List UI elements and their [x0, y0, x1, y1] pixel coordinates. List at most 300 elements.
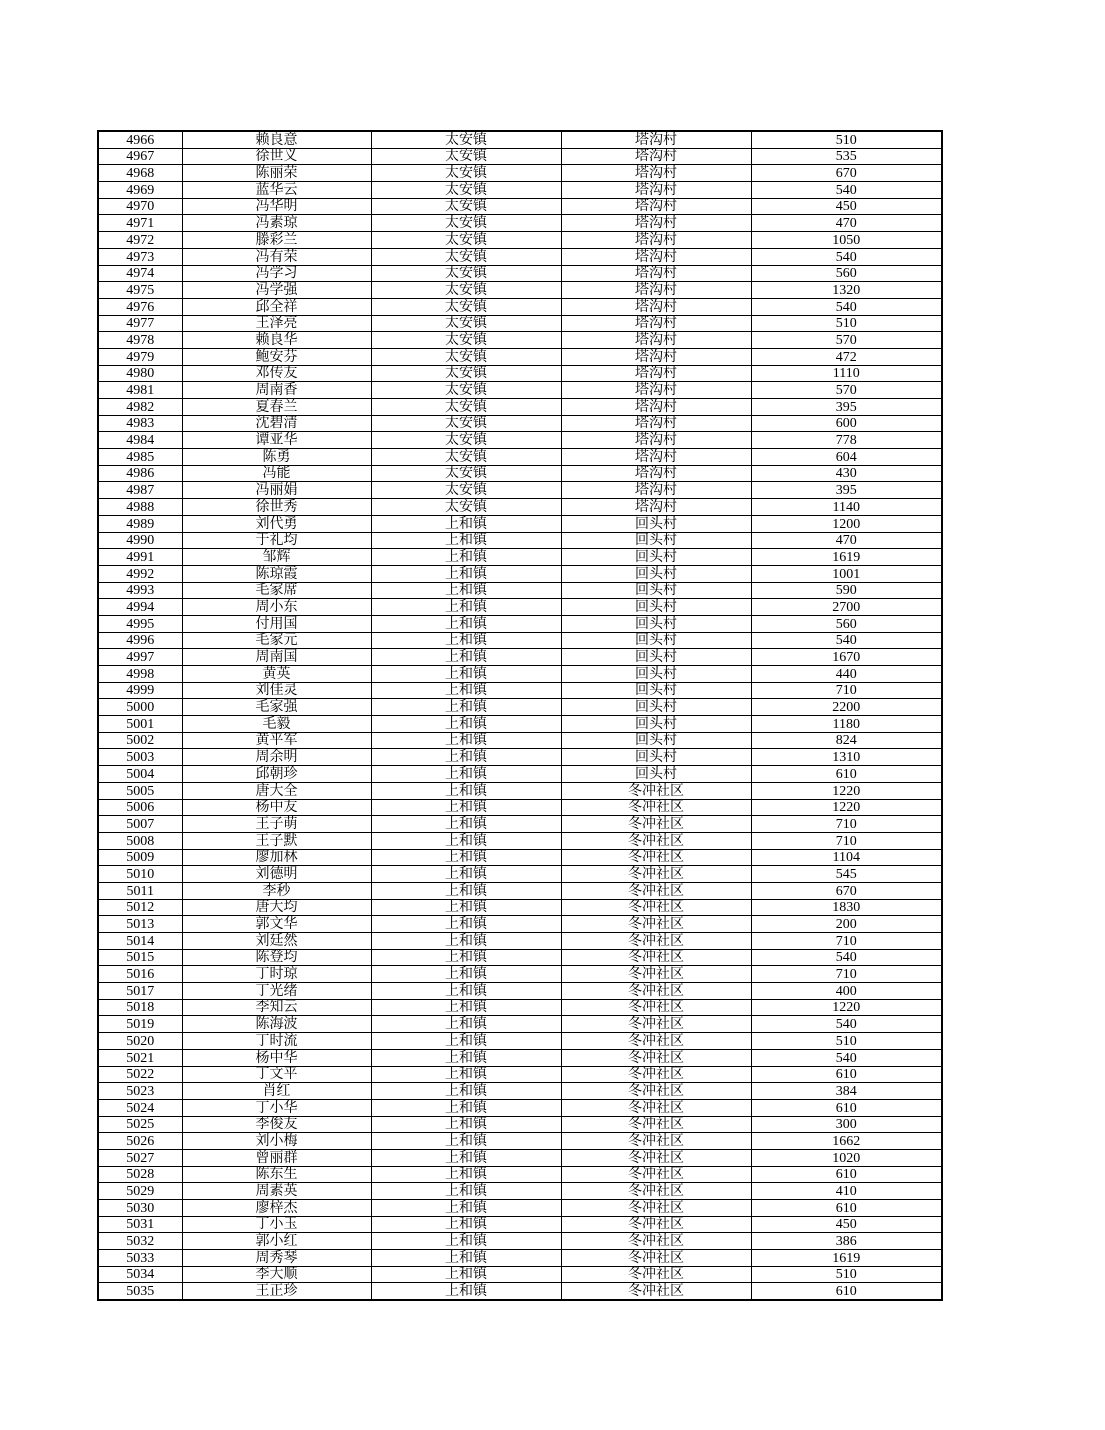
amount-cell: 710 [751, 966, 942, 983]
town-cell: 太安镇 [371, 332, 561, 349]
name-cell: 冯学习 [182, 265, 371, 282]
row-number-cell: 5013 [98, 916, 182, 933]
name-cell: 李大顺 [182, 1266, 371, 1283]
table-row [98, 449, 942, 466]
village-cell: 冬冲社区 [561, 882, 751, 899]
village-cell: 冬冲社区 [561, 1133, 751, 1150]
row-number-cell: 4998 [98, 666, 182, 683]
name-cell: 刘德明 [182, 866, 371, 883]
row-number-cell: 4976 [98, 298, 182, 315]
village-cell: 回头村 [561, 682, 751, 699]
name-cell: 刘廷然 [182, 933, 371, 950]
row-number-cell: 5021 [98, 1049, 182, 1066]
amount-cell: 590 [751, 582, 942, 599]
row-number-cell: 5001 [98, 716, 182, 733]
row-number-cell: 4980 [98, 365, 182, 382]
table-row [98, 399, 942, 416]
table-row [98, 215, 942, 232]
town-cell: 上和镇 [371, 832, 561, 849]
name-cell: 徐世秀 [182, 499, 371, 516]
village-cell: 回头村 [561, 699, 751, 716]
row-number-cell: 5012 [98, 899, 182, 916]
amount-cell: 560 [751, 615, 942, 632]
name-cell: 冯学强 [182, 282, 371, 299]
row-number-cell: 5018 [98, 999, 182, 1016]
name-cell: 毛家强 [182, 699, 371, 716]
row-number-cell: 5033 [98, 1250, 182, 1267]
town-cell: 太安镇 [371, 182, 561, 199]
village-cell: 回头村 [561, 766, 751, 783]
village-cell: 塔沟村 [561, 499, 751, 516]
name-cell: 王泽亮 [182, 315, 371, 332]
amount-cell: 540 [751, 1049, 942, 1066]
row-number-cell: 4966 [98, 131, 182, 148]
table-row [98, 1133, 942, 1150]
town-cell: 上和镇 [371, 782, 561, 799]
row-number-cell: 4992 [98, 565, 182, 582]
table-row [98, 816, 942, 833]
village-cell: 冬冲社区 [561, 1233, 751, 1250]
row-number-cell: 5000 [98, 699, 182, 716]
amount-cell: 1220 [751, 782, 942, 799]
amount-cell: 540 [751, 182, 942, 199]
town-cell: 太安镇 [371, 365, 561, 382]
amount-cell: 540 [751, 298, 942, 315]
amount-cell: 1320 [751, 282, 942, 299]
data-table [97, 130, 943, 1301]
amount-cell: 410 [751, 1183, 942, 1200]
table-row [98, 148, 942, 165]
town-cell: 太安镇 [371, 432, 561, 449]
town-cell: 上和镇 [371, 1250, 561, 1267]
amount-cell: 610 [751, 1200, 942, 1217]
name-cell: 唐大全 [182, 782, 371, 799]
village-cell: 回头村 [561, 749, 751, 766]
table-row [98, 465, 942, 482]
village-cell: 塔沟村 [561, 365, 751, 382]
amount-cell: 1104 [751, 849, 942, 866]
amount-cell: 1310 [751, 749, 942, 766]
amount-cell: 450 [751, 198, 942, 215]
amount-cell: 610 [751, 766, 942, 783]
village-cell: 塔沟村 [561, 415, 751, 432]
row-number-cell: 4995 [98, 615, 182, 632]
name-cell: 肖红 [182, 1083, 371, 1100]
name-cell: 陈东生 [182, 1166, 371, 1183]
village-cell: 塔沟村 [561, 232, 751, 249]
name-cell: 毛家席 [182, 582, 371, 599]
row-number-cell: 5027 [98, 1149, 182, 1166]
village-cell: 塔沟村 [561, 131, 751, 148]
name-cell: 丁文平 [182, 1066, 371, 1083]
table-row [98, 248, 942, 265]
amount-cell: 1670 [751, 649, 942, 666]
amount-cell: 450 [751, 1216, 942, 1233]
row-number-cell: 5035 [98, 1283, 182, 1300]
table-row [98, 1016, 942, 1033]
row-number-cell: 5004 [98, 766, 182, 783]
row-number-cell: 5016 [98, 966, 182, 983]
name-cell: 冯华明 [182, 198, 371, 215]
amount-cell: 778 [751, 432, 942, 449]
town-cell: 上和镇 [371, 615, 561, 632]
amount-cell: 1220 [751, 999, 942, 1016]
town-cell: 上和镇 [371, 916, 561, 933]
table-row [98, 916, 942, 933]
table-row [98, 348, 942, 365]
village-cell: 塔沟村 [561, 182, 751, 199]
name-cell: 曾丽群 [182, 1149, 371, 1166]
village-cell: 冬冲社区 [561, 1116, 751, 1133]
amount-cell: 1220 [751, 799, 942, 816]
village-cell: 冬冲社区 [561, 782, 751, 799]
amount-cell: 710 [751, 682, 942, 699]
village-cell: 冬冲社区 [561, 1250, 751, 1267]
village-cell: 冬冲社区 [561, 933, 751, 950]
town-cell: 太安镇 [371, 465, 561, 482]
town-cell: 上和镇 [371, 882, 561, 899]
row-number-cell: 4987 [98, 482, 182, 499]
town-cell: 上和镇 [371, 1033, 561, 1050]
table-row [98, 782, 942, 799]
town-cell: 太安镇 [371, 215, 561, 232]
row-number-cell: 5032 [98, 1233, 182, 1250]
table-row [98, 432, 942, 449]
town-cell: 上和镇 [371, 649, 561, 666]
amount-cell: 470 [751, 532, 942, 549]
amount-cell: 1662 [751, 1133, 942, 1150]
town-cell: 太安镇 [371, 131, 561, 148]
village-cell: 塔沟村 [561, 165, 751, 182]
amount-cell: 1050 [751, 232, 942, 249]
village-cell: 冬冲社区 [561, 1216, 751, 1233]
village-cell: 冬冲社区 [561, 849, 751, 866]
village-cell: 冬冲社区 [561, 1200, 751, 1217]
village-cell: 冬冲社区 [561, 1266, 751, 1283]
village-cell: 回头村 [561, 515, 751, 532]
town-cell: 上和镇 [371, 1183, 561, 1200]
row-number-cell: 4988 [98, 499, 182, 516]
name-cell: 唐大均 [182, 899, 371, 916]
amount-cell: 535 [751, 148, 942, 165]
amount-cell: 2700 [751, 599, 942, 616]
table-row [98, 1116, 942, 1133]
name-cell: 周余明 [182, 749, 371, 766]
row-number-cell: 4974 [98, 265, 182, 282]
name-cell: 周秀琴 [182, 1250, 371, 1267]
village-cell: 塔沟村 [561, 449, 751, 466]
town-cell: 太安镇 [371, 499, 561, 516]
amount-cell: 1619 [751, 1250, 942, 1267]
village-cell: 塔沟村 [561, 315, 751, 332]
table-row [98, 799, 942, 816]
name-cell: 杨中友 [182, 799, 371, 816]
table-row [98, 365, 942, 382]
amount-cell: 710 [751, 816, 942, 833]
table-row [98, 666, 942, 683]
village-cell: 冬冲社区 [561, 866, 751, 883]
village-cell: 冬冲社区 [561, 816, 751, 833]
name-cell: 周素英 [182, 1183, 371, 1200]
town-cell: 上和镇 [371, 682, 561, 699]
name-cell: 李俊友 [182, 1116, 371, 1133]
town-cell: 上和镇 [371, 582, 561, 599]
amount-cell: 1830 [751, 899, 942, 916]
name-cell: 陈丽荣 [182, 165, 371, 182]
table-row [98, 999, 942, 1016]
town-cell: 太安镇 [371, 415, 561, 432]
town-cell: 太安镇 [371, 282, 561, 299]
name-cell: 沈碧清 [182, 415, 371, 432]
name-cell: 邱全祥 [182, 298, 371, 315]
row-number-cell: 5019 [98, 1016, 182, 1033]
town-cell: 上和镇 [371, 1166, 561, 1183]
town-cell: 上和镇 [371, 1066, 561, 1083]
row-number-cell: 5025 [98, 1116, 182, 1133]
village-cell: 回头村 [561, 565, 751, 582]
town-cell: 太安镇 [371, 315, 561, 332]
village-cell: 冬冲社区 [561, 966, 751, 983]
amount-cell: 472 [751, 348, 942, 365]
table-row [98, 766, 942, 783]
row-number-cell: 5006 [98, 799, 182, 816]
amount-cell: 610 [751, 1099, 942, 1116]
name-cell: 郭文华 [182, 916, 371, 933]
table-row [98, 298, 942, 315]
table-row [98, 1266, 942, 1283]
village-cell: 回头村 [561, 532, 751, 549]
amount-cell: 610 [751, 1066, 942, 1083]
village-cell: 冬冲社区 [561, 916, 751, 933]
table-row [98, 499, 942, 516]
table-row [98, 1233, 942, 1250]
row-number-cell: 4985 [98, 449, 182, 466]
village-cell: 冬冲社区 [561, 1183, 751, 1200]
village-cell: 塔沟村 [561, 298, 751, 315]
amount-cell: 200 [751, 916, 942, 933]
town-cell: 上和镇 [371, 999, 561, 1016]
name-cell: 刘小梅 [182, 1133, 371, 1150]
village-cell: 冬冲社区 [561, 1033, 751, 1050]
town-cell: 太安镇 [371, 298, 561, 315]
village-cell: 回头村 [561, 732, 751, 749]
amount-cell: 540 [751, 248, 942, 265]
row-number-cell: 5010 [98, 866, 182, 883]
town-cell: 上和镇 [371, 732, 561, 749]
table-row [98, 1049, 942, 1066]
row-number-cell: 4970 [98, 198, 182, 215]
table-row [98, 582, 942, 599]
town-cell: 上和镇 [371, 799, 561, 816]
name-cell: 邓传友 [182, 365, 371, 382]
name-cell: 周南香 [182, 382, 371, 399]
name-cell: 丁小华 [182, 1099, 371, 1116]
village-cell: 冬冲社区 [561, 1099, 751, 1116]
name-cell: 丁小玉 [182, 1216, 371, 1233]
row-number-cell: 5011 [98, 882, 182, 899]
village-cell: 冬冲社区 [561, 1066, 751, 1083]
town-cell: 太安镇 [371, 449, 561, 466]
row-number-cell: 5002 [98, 732, 182, 749]
name-cell: 王子萌 [182, 816, 371, 833]
town-cell: 上和镇 [371, 766, 561, 783]
row-number-cell: 5022 [98, 1066, 182, 1083]
table-row [98, 849, 942, 866]
village-cell: 回头村 [561, 649, 751, 666]
town-cell: 太安镇 [371, 165, 561, 182]
village-cell: 回头村 [561, 615, 751, 632]
amount-cell: 824 [751, 732, 942, 749]
table-row [98, 565, 942, 582]
row-number-cell: 4983 [98, 415, 182, 432]
amount-cell: 1619 [751, 549, 942, 566]
name-cell: 陈琼霞 [182, 565, 371, 582]
name-cell: 冯素琼 [182, 215, 371, 232]
row-number-cell: 5015 [98, 949, 182, 966]
town-cell: 太安镇 [371, 232, 561, 249]
table-row [98, 1283, 942, 1300]
table-row [98, 1166, 942, 1183]
name-cell: 黄英 [182, 666, 371, 683]
name-cell: 邱朝珍 [182, 766, 371, 783]
name-cell: 冯丽娟 [182, 482, 371, 499]
town-cell: 上和镇 [371, 1233, 561, 1250]
name-cell: 廖加林 [182, 849, 371, 866]
village-cell: 回头村 [561, 666, 751, 683]
town-cell: 上和镇 [371, 599, 561, 616]
table-row [98, 265, 942, 282]
amount-cell: 1110 [751, 365, 942, 382]
table-row [98, 983, 942, 1000]
amount-cell: 560 [751, 265, 942, 282]
row-number-cell: 5024 [98, 1099, 182, 1116]
name-cell: 周小东 [182, 599, 371, 616]
amount-cell: 1200 [751, 515, 942, 532]
amount-cell: 300 [751, 1116, 942, 1133]
name-cell: 毛家元 [182, 632, 371, 649]
table-row [98, 649, 942, 666]
table-row [98, 933, 942, 950]
town-cell: 上和镇 [371, 1016, 561, 1033]
row-number-cell: 4979 [98, 348, 182, 365]
table-row [98, 899, 942, 916]
table-row [98, 332, 942, 349]
town-cell: 上和镇 [371, 716, 561, 733]
name-cell: 冯能 [182, 465, 371, 482]
amount-cell: 610 [751, 1166, 942, 1183]
name-cell: 丁时流 [182, 1033, 371, 1050]
row-number-cell: 4972 [98, 232, 182, 249]
village-cell: 塔沟村 [561, 482, 751, 499]
row-number-cell: 5029 [98, 1183, 182, 1200]
town-cell: 上和镇 [371, 515, 561, 532]
amount-cell: 440 [751, 666, 942, 683]
village-cell: 冬冲社区 [561, 899, 751, 916]
town-cell: 上和镇 [371, 565, 561, 582]
village-cell: 塔沟村 [561, 215, 751, 232]
table-row [98, 1149, 942, 1166]
amount-cell: 1020 [751, 1149, 942, 1166]
village-cell: 塔沟村 [561, 282, 751, 299]
row-number-cell: 4973 [98, 248, 182, 265]
name-cell: 王正珍 [182, 1283, 371, 1300]
row-number-cell: 5028 [98, 1166, 182, 1183]
village-cell: 冬冲社区 [561, 1083, 751, 1100]
table-row [98, 315, 942, 332]
village-cell: 塔沟村 [561, 399, 751, 416]
name-cell: 李知云 [182, 999, 371, 1016]
table-row [98, 949, 942, 966]
row-number-cell: 5008 [98, 832, 182, 849]
name-cell: 蓝华云 [182, 182, 371, 199]
name-cell: 黄平军 [182, 732, 371, 749]
table-row [98, 282, 942, 299]
row-number-cell: 5003 [98, 749, 182, 766]
table-row [98, 482, 942, 499]
town-cell: 太安镇 [371, 382, 561, 399]
name-cell: 杨中华 [182, 1049, 371, 1066]
village-cell: 冬冲社区 [561, 1283, 751, 1300]
row-number-cell: 5014 [98, 933, 182, 950]
table-row [98, 1099, 942, 1116]
amount-cell: 2200 [751, 699, 942, 716]
row-number-cell: 4997 [98, 649, 182, 666]
town-cell: 太安镇 [371, 399, 561, 416]
village-cell: 回头村 [561, 716, 751, 733]
table-row [98, 182, 942, 199]
amount-cell: 670 [751, 882, 942, 899]
town-cell: 上和镇 [371, 933, 561, 950]
village-cell: 塔沟村 [561, 198, 751, 215]
row-number-cell: 4982 [98, 399, 182, 416]
amount-cell: 395 [751, 399, 942, 416]
row-number-cell: 4975 [98, 282, 182, 299]
row-number-cell: 5034 [98, 1266, 182, 1283]
table-row [98, 1250, 942, 1267]
village-cell: 冬冲社区 [561, 949, 751, 966]
amount-cell: 610 [751, 1283, 942, 1300]
name-cell: 陈登均 [182, 949, 371, 966]
village-cell: 塔沟村 [561, 148, 751, 165]
village-cell: 冬冲社区 [561, 999, 751, 1016]
village-cell: 塔沟村 [561, 382, 751, 399]
village-cell: 塔沟村 [561, 248, 751, 265]
village-cell: 回头村 [561, 549, 751, 566]
name-cell: 毛毅 [182, 716, 371, 733]
amount-cell: 710 [751, 832, 942, 849]
row-number-cell: 4984 [98, 432, 182, 449]
table-row [98, 699, 942, 716]
name-cell: 赖良意 [182, 131, 371, 148]
row-number-cell: 5030 [98, 1200, 182, 1217]
village-cell: 回头村 [561, 599, 751, 616]
village-cell: 冬冲社区 [561, 983, 751, 1000]
name-cell: 赖良华 [182, 332, 371, 349]
table-row [98, 131, 942, 148]
town-cell: 上和镇 [371, 699, 561, 716]
table-body [98, 131, 942, 1300]
town-cell: 上和镇 [371, 866, 561, 883]
row-number-cell: 4977 [98, 315, 182, 332]
name-cell: 李秒 [182, 882, 371, 899]
name-cell: 刘代勇 [182, 515, 371, 532]
amount-cell: 600 [751, 415, 942, 432]
name-cell: 王子默 [182, 832, 371, 849]
amount-cell: 570 [751, 332, 942, 349]
town-cell: 上和镇 [371, 849, 561, 866]
table-row [98, 632, 942, 649]
town-cell: 上和镇 [371, 1133, 561, 1150]
